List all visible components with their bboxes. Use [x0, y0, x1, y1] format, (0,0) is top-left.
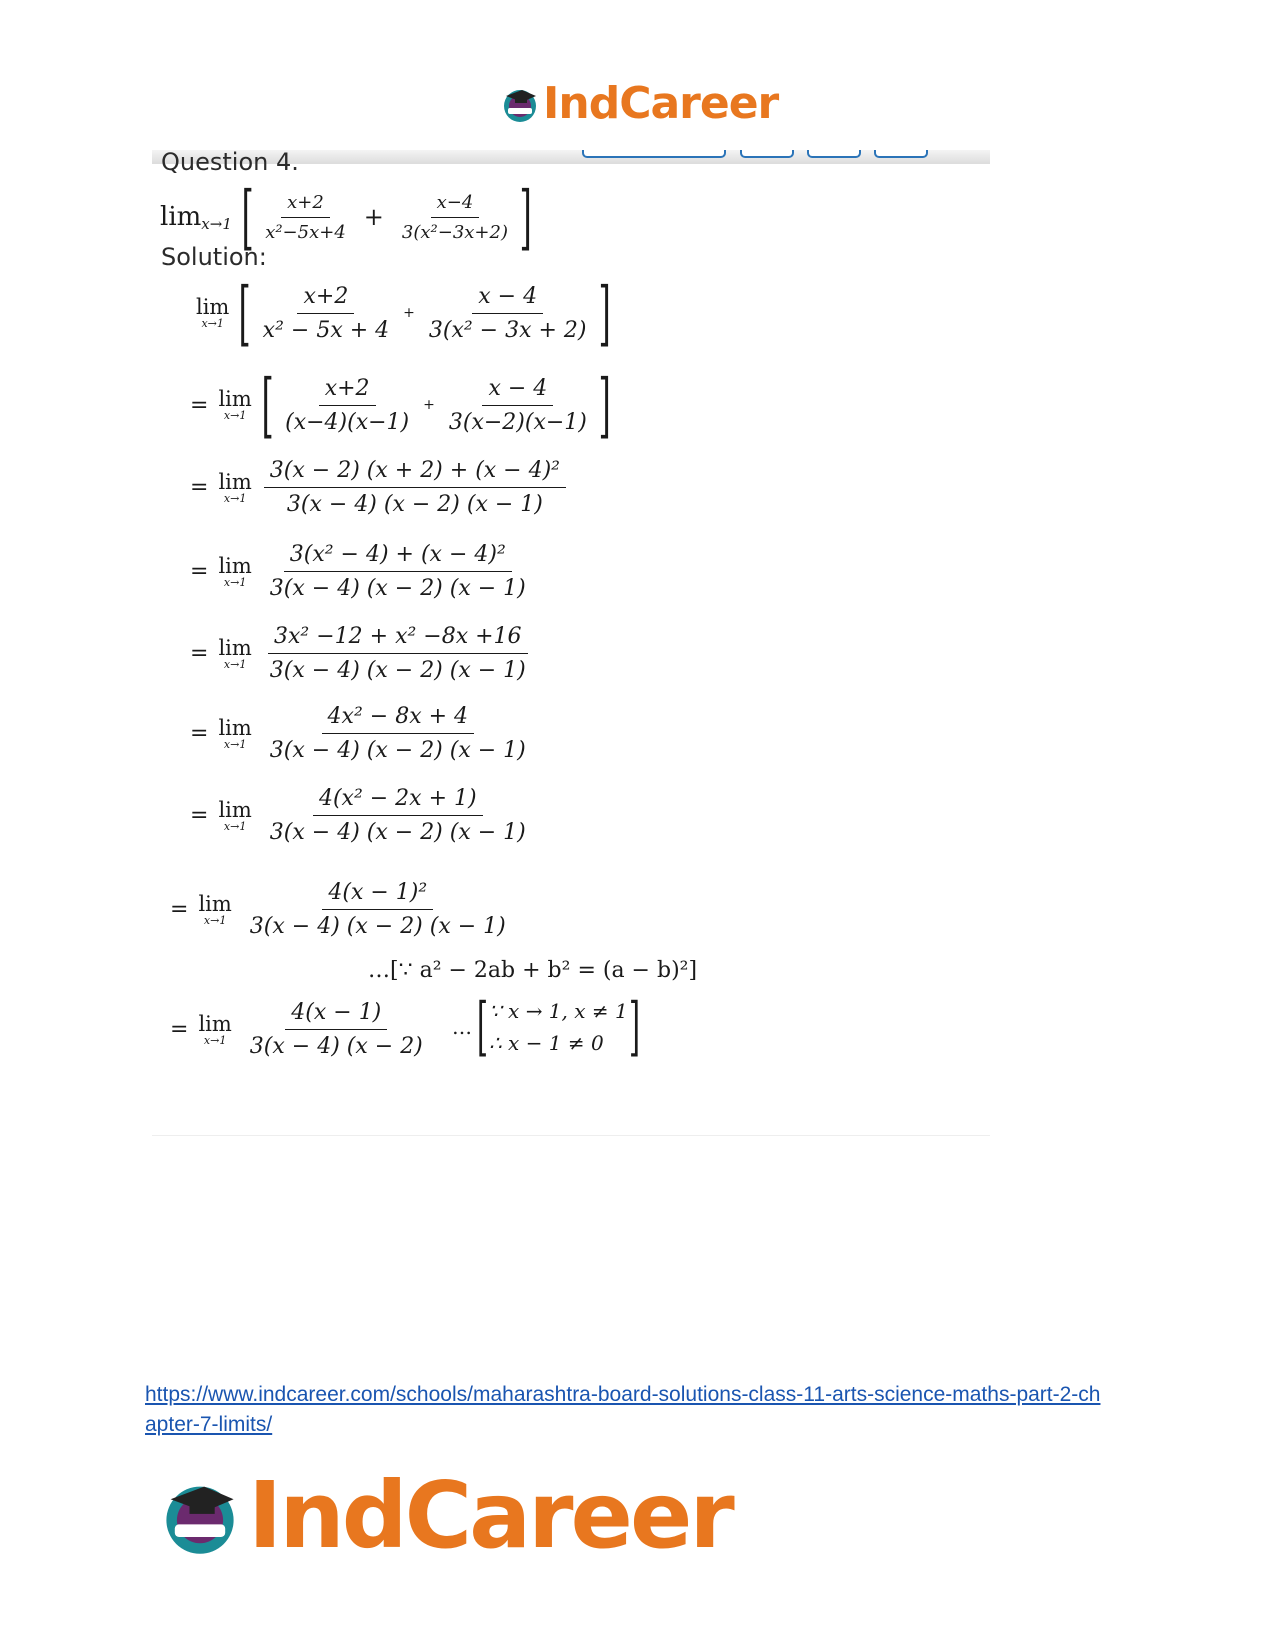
- nav-tab-4: [874, 150, 928, 158]
- question-expression: lim x→1 [ $\frac{x+2}{\text{x²−5x+4}}$ + $\frac{x-4}{\text{3(x²−3x+2)}}$ ]: [160, 176, 532, 258]
- condition-line-2: ∴ x − 1 ≠ 0: [488, 1031, 604, 1055]
- solution-step-2: = lim x→1 [ $\frac{x+2}{(x-4)(x-1)}$ + $\frac{x - 4}{3(x-2)(x-1)}$ ]: [190, 364, 611, 446]
- brand-logo-bottom: [158, 1462, 732, 1569]
- bracket-left: [: [241, 176, 254, 258]
- question-lim-sub: x→1: [201, 215, 232, 233]
- brand-logo-top: [500, 78, 778, 129]
- solution-step-3: = lim x→1 $\frac{\text{3(x − 2) (x + 2) + (x − 4)²}}{3(x - 4) (x - 2) (x - 1)}$: [190, 458, 570, 517]
- brand-name: IndCareer: [543, 78, 779, 129]
- solution-heading: Solution:: [161, 243, 267, 271]
- brand-name: IndCareer: [248, 1462, 732, 1569]
- solution-step-4: = lim x→1 $\frac{\text{3(x² − 4) + (x − 4)²}}{3(x - 4) (x - 2) (x - 1)}$: [190, 542, 526, 601]
- question-lim: lim: [160, 202, 202, 232]
- question-term-1: $\frac{x+2}{\text{x²−5x+4}}$: [265, 191, 346, 243]
- solution-panel: [152, 150, 990, 1136]
- graduation-cap-globe-icon: [158, 1474, 242, 1558]
- graduation-cap-globe-icon: [500, 84, 540, 124]
- solution-step-1: lim x→1 [ $\frac{x+2}{\text{x² − 5x + 4}}$ + $\frac{x - 4}{\text{3(x² − 3x + 2)}}$ ]: [196, 272, 611, 354]
- question-term-2: $\frac{x-4}{\text{3(x²−3x+2)}}$: [401, 191, 508, 243]
- nav-tab-3: [807, 150, 861, 158]
- nav-tab-1: [582, 150, 726, 158]
- nav-tab-2: [740, 150, 794, 158]
- source-link[interactable]: https://www.indcareer.com/schools/maharashtra-board-solutions-class-11-arts-science-maths-part-2-chapter-7-limits/: [145, 1383, 1101, 1436]
- solution-step-5: = lim x→1 $\frac{\text{3x² −12 + x² −8x +16}}{3(x - 4) (x - 2) (x - 1)}$: [190, 624, 526, 683]
- condition-line-1: ∵ x → 1, x ≠ 1: [488, 999, 628, 1023]
- condition-note: … [ ∵ x → 1, x ≠ 1 ∴ x − 1 ≠ 0 ]: [452, 990, 640, 1064]
- solution-step-9: = lim x→1 $\frac{4(x - 1)}{3(x - 4) (x - 2)}$: [170, 1000, 423, 1059]
- bracket-right: ]: [519, 176, 532, 258]
- question-heading: Question 4.: [161, 148, 299, 176]
- solution-step-7: = lim x→1 $\frac{\text{4(x² − 2x + 1)}}{3(x - 4) (x - 2) (x - 1)}$: [190, 786, 526, 845]
- solution-step-8: = lim x→1 $\frac{\text{4(x − 1)²}}{3(x - 4) (x - 2) (x - 1)}$: [170, 880, 506, 939]
- identity-note: …[∵ a² − 2ab + b² = (a − b)²]: [368, 958, 698, 983]
- solution-step-6: = lim x→1 $\frac{\text{4x² − 8x + 4}}{3(x - 4) (x - 2) (x - 1)}$: [190, 704, 526, 763]
